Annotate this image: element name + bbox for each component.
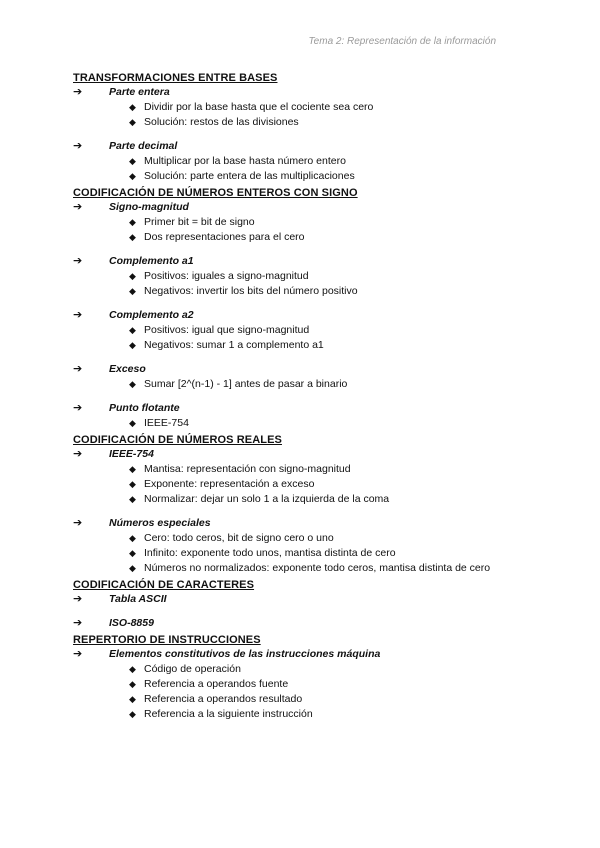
section-heading: CODIFICACIÓN DE NÚMEROS ENTEROS CON SIGNO — [73, 187, 358, 199]
outline-subsection — [73, 139, 553, 184]
list-item-text: Referencia a la siguiente instrucción — [144, 708, 313, 720]
arrow-right-icon: ➔ — [73, 255, 83, 267]
outline-subsection — [73, 647, 553, 722]
list-item — [73, 531, 553, 546]
subsection-label: Complemento a2 — [109, 309, 194, 321]
spacer — [73, 607, 553, 616]
outline-subsection — [73, 308, 553, 353]
diamond-bullet-icon: ◆ — [129, 271, 136, 281]
bullet-list — [73, 323, 553, 353]
diamond-bullet-icon: ◆ — [129, 340, 136, 350]
list-item — [73, 100, 553, 115]
bullet-list — [73, 462, 553, 507]
list-item-text: Solución: parte entera de las multiplicaciones — [144, 170, 355, 182]
list-item-text: Referencia a operandos fuente — [144, 678, 289, 690]
arrow-right-icon: ➔ — [73, 201, 83, 213]
arrow-right-icon: ➔ — [73, 363, 83, 375]
subsection-heading — [73, 308, 553, 323]
outline-section — [73, 433, 553, 576]
list-item — [73, 492, 553, 507]
subsection-label: Elementos constitutivos de las instrucciones máquina — [109, 648, 381, 660]
diamond-bullet-icon: ◆ — [129, 494, 136, 504]
outline-section — [73, 186, 553, 431]
diamond-bullet-icon: ◆ — [129, 479, 136, 489]
subsection-heading — [73, 254, 553, 269]
subsection-heading — [73, 516, 553, 531]
subsection-heading — [73, 85, 553, 100]
bullet-list — [73, 215, 553, 245]
spacer — [73, 507, 553, 516]
list-item — [73, 561, 553, 576]
arrow-right-icon: ➔ — [73, 140, 83, 152]
subsection-heading — [73, 616, 553, 631]
list-item — [73, 115, 553, 130]
outline-section — [73, 633, 553, 722]
section-heading: CODIFICACIÓN DE CARACTERES — [73, 579, 255, 591]
outline-subsection — [73, 592, 553, 607]
list-item-text: Números no normalizados: exponente todo ceros, mantisa distinta de cero — [144, 562, 491, 574]
section-heading: TRANSFORMACIONES ENTRE BASES — [73, 72, 278, 84]
spacer — [73, 299, 553, 308]
outline-subsection — [73, 200, 553, 245]
subsection-label: Números especiales — [109, 517, 211, 529]
subsection-label: Punto flotante — [109, 402, 180, 414]
diamond-bullet-icon: ◆ — [129, 102, 136, 112]
list-item — [73, 169, 553, 184]
spacer — [73, 392, 553, 401]
list-item-text: Primer bit = bit de signo — [144, 216, 255, 228]
diamond-bullet-icon: ◆ — [129, 171, 136, 181]
list-item-text: Dividir por la base hasta que el cociente sea cero — [144, 101, 374, 113]
diamond-bullet-icon: ◆ — [129, 156, 136, 166]
subsection-heading — [73, 401, 553, 416]
diamond-bullet-icon: ◆ — [129, 548, 136, 558]
diamond-bullet-icon: ◆ — [129, 464, 136, 474]
list-item-text: Cero: todo ceros, bit de signo cero o uno — [144, 532, 334, 544]
section-heading: CODIFICACIÓN DE NÚMEROS REALES — [73, 434, 282, 446]
diamond-bullet-icon: ◆ — [129, 533, 136, 543]
list-item-text: IEEE-754 — [144, 417, 189, 429]
outline-subsection — [73, 516, 553, 576]
outline-section — [73, 578, 553, 631]
list-item — [73, 230, 553, 245]
page-header: Tema 2: Representación de la información — [308, 36, 496, 47]
arrow-right-icon: ➔ — [73, 617, 83, 629]
diamond-bullet-icon: ◆ — [129, 325, 136, 335]
subsection-heading — [73, 362, 553, 377]
list-item — [73, 323, 553, 338]
subsection-heading — [73, 139, 553, 154]
list-item — [73, 338, 553, 353]
subsection-label: Parte entera — [109, 86, 170, 98]
bullet-list — [73, 377, 553, 392]
outline-subsection — [73, 362, 553, 392]
subsection-label: Parte decimal — [109, 140, 178, 152]
arrow-right-icon: ➔ — [73, 309, 83, 321]
arrow-right-icon: ➔ — [73, 517, 83, 529]
list-item-text: Código de operación — [144, 663, 241, 675]
list-item — [73, 154, 553, 169]
list-item — [73, 707, 553, 722]
diamond-bullet-icon: ◆ — [129, 418, 136, 428]
list-item-text: Referencia a operandos resultado — [144, 693, 303, 705]
arrow-right-icon: ➔ — [73, 402, 83, 414]
list-item-text: Solución: restos de las divisiones — [144, 116, 299, 128]
list-item-text: Negativos: invertir los bits del número positivo — [144, 285, 358, 297]
bullet-list — [73, 269, 553, 299]
diamond-bullet-icon: ◆ — [129, 694, 136, 704]
list-item — [73, 284, 553, 299]
list-item — [73, 269, 553, 284]
spacer — [73, 130, 553, 139]
list-item — [73, 477, 553, 492]
list-item-text: Infinito: exponente todo unos, mantisa distinta de cero — [144, 547, 396, 559]
outline-section — [73, 71, 553, 184]
subsection-heading — [73, 200, 553, 215]
list-item-text: Exponente: representación a exceso — [144, 478, 315, 490]
subsection-heading — [73, 447, 553, 462]
arrow-right-icon: ➔ — [73, 86, 83, 98]
subsection-heading — [73, 592, 553, 607]
diamond-bullet-icon: ◆ — [129, 379, 136, 389]
list-item — [73, 546, 553, 561]
subsection-label: IEEE-754 — [109, 448, 154, 460]
bullet-list — [73, 154, 553, 184]
list-item-text: Multiplicar por la base hasta número entero — [144, 155, 346, 167]
list-item-text: Normalizar: dejar un solo 1 a la izquierda de la coma — [144, 493, 390, 505]
diamond-bullet-icon: ◆ — [129, 679, 136, 689]
diamond-bullet-icon: ◆ — [129, 563, 136, 573]
diamond-bullet-icon: ◆ — [129, 286, 136, 296]
list-item — [73, 377, 553, 392]
list-item — [73, 462, 553, 477]
bullet-list — [73, 531, 553, 576]
diamond-bullet-icon: ◆ — [129, 217, 136, 227]
subsection-label: Signo-magnitud — [109, 201, 189, 213]
subsection-label: Complemento a1 — [109, 255, 194, 267]
bullet-list — [73, 416, 553, 431]
outline-subsection — [73, 254, 553, 299]
list-item — [73, 416, 553, 431]
diamond-bullet-icon: ◆ — [129, 117, 136, 127]
subsection-label: Exceso — [109, 363, 146, 375]
spacer — [73, 353, 553, 362]
outline-subsection — [73, 85, 553, 130]
subsection-label: ISO-8859 — [109, 617, 154, 629]
arrow-right-icon: ➔ — [73, 648, 83, 660]
bullet-list — [73, 100, 553, 130]
list-item — [73, 662, 553, 677]
list-item — [73, 215, 553, 230]
list-item-text: Mantisa: representación con signo-magnitud — [144, 463, 351, 475]
subsection-heading — [73, 647, 553, 662]
list-item-text: Positivos: iguales a signo-magnitud — [144, 270, 309, 282]
list-item-text: Sumar [2^(n-1) - 1] antes de pasar a binario — [144, 378, 348, 390]
diamond-bullet-icon: ◆ — [129, 709, 136, 719]
diamond-bullet-icon: ◆ — [129, 664, 136, 674]
list-item-text: Negativos: sumar 1 a complemento a1 — [144, 339, 324, 351]
outline-subsection — [73, 616, 553, 631]
list-item-text: Positivos: igual que signo-magnitud — [144, 324, 310, 336]
document-body — [73, 71, 553, 722]
outline-subsection — [73, 401, 553, 431]
arrow-right-icon: ➔ — [73, 593, 83, 605]
section-heading: REPERTORIO DE INSTRUCCIONES — [73, 634, 261, 646]
list-item-text: Dos representaciones para el cero — [144, 231, 305, 243]
spacer — [73, 245, 553, 254]
bullet-list — [73, 662, 553, 722]
diamond-bullet-icon: ◆ — [129, 232, 136, 242]
subsection-label: Tabla ASCII — [109, 593, 167, 605]
outline-subsection — [73, 447, 553, 507]
arrow-right-icon: ➔ — [73, 448, 83, 460]
list-item — [73, 677, 553, 692]
list-item — [73, 692, 553, 707]
